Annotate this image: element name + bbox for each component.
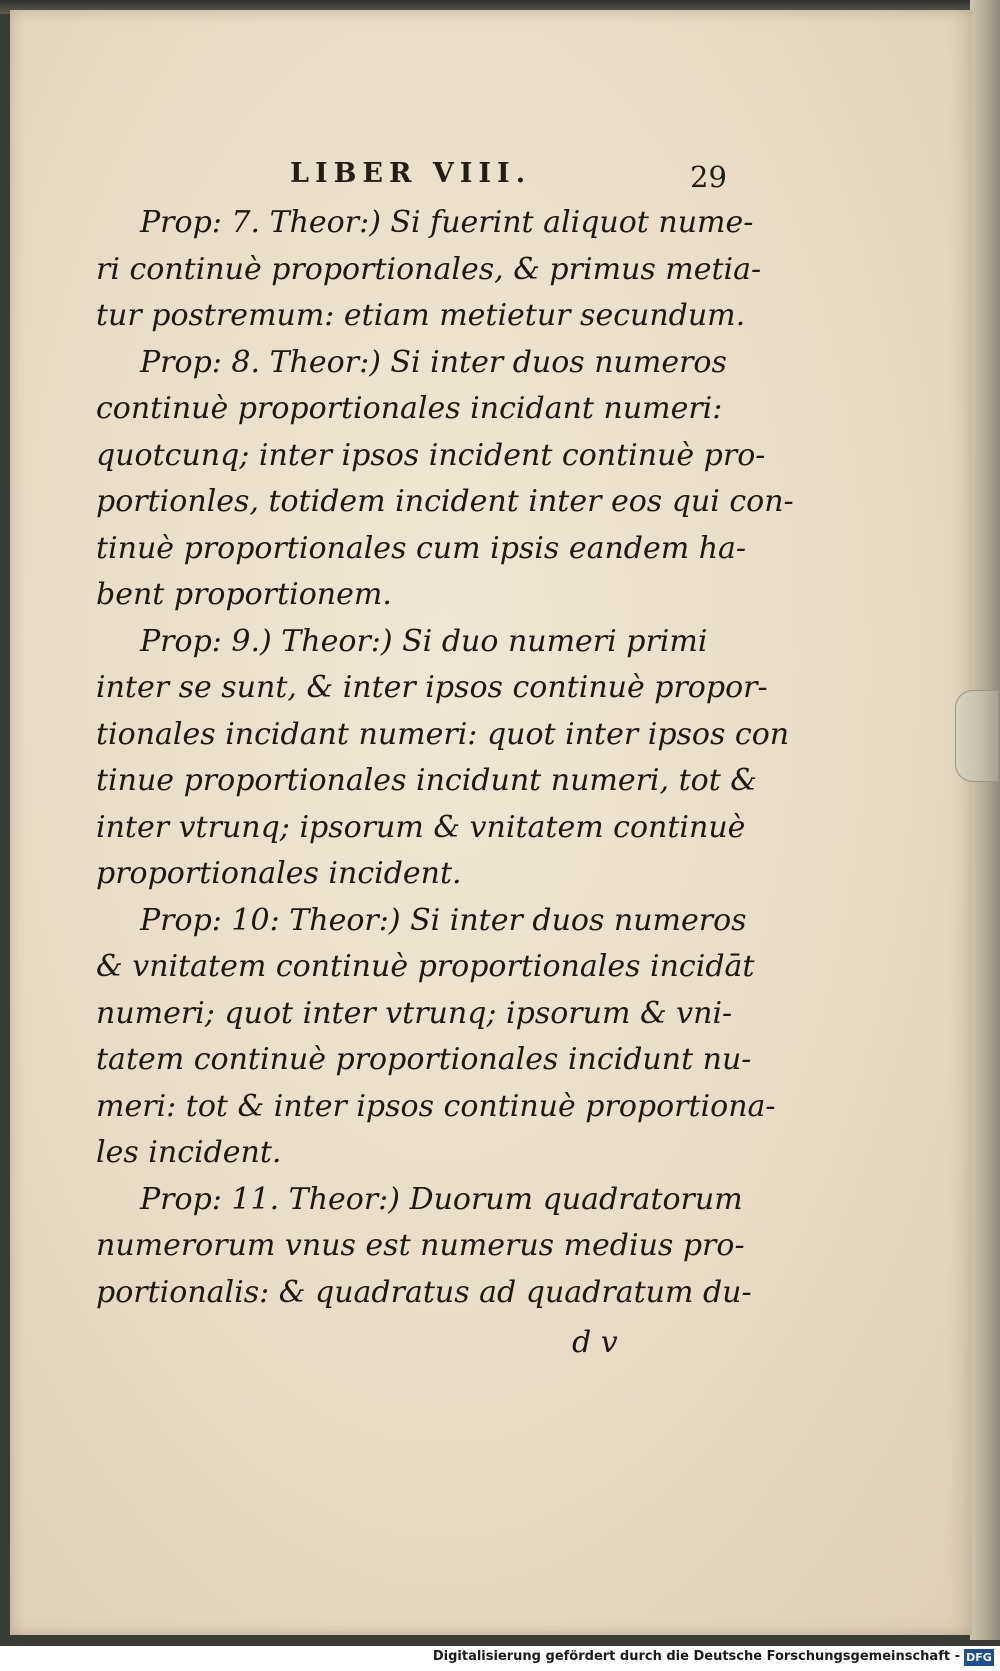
text-line: Prop: 10: Theor:) Si inter duos numeros (140, 902, 747, 938)
text-line: tur postremum: etiam metietur secundum. (96, 298, 746, 333)
text-line: Prop: 8. Theor:) Si inter duos numeros (140, 344, 727, 380)
text-line: proportionales incident. (96, 856, 462, 891)
dfg-logo-icon: DFG (964, 1649, 994, 1666)
text-line: inter se sunt, & inter ipsos continuè propor- (96, 670, 768, 705)
text-line: meri: tot & inter ipsos continuè proportiona- (96, 1088, 776, 1124)
text-line: numerorum vnus est numerus medius pro- (96, 1228, 745, 1263)
text-line: tionales incidant numeri: quot inter ipsos con (96, 716, 790, 752)
text-line: & vnitatem continuè proportionales incidāt (96, 949, 755, 984)
text-line: Prop: 7. Theor:) Si fuerint aliquot nume- (140, 205, 754, 240)
book-clasp (955, 690, 999, 782)
text-line: portionalis: & quadratus ad quadratum du- (96, 1274, 752, 1310)
text-line: tinuè proportionales cum ipsis eandem ha- (96, 530, 747, 566)
text-line: ri continuè proportionales, & primus metia- (96, 251, 762, 287)
catchword: d v (572, 1325, 618, 1360)
page-number: 29 (690, 160, 727, 194)
funding-credit: Digitalisierung gefördert durch die Deutsche Forschungsgemeinschaft - (432, 1649, 960, 1664)
running-head: LIBER VIII. (290, 158, 532, 189)
text-line: tinue proportionales incidunt numeri, tot & (96, 763, 758, 798)
text-line: les incident. (96, 1135, 282, 1170)
text-line: quotcunq; inter ipsos incident continuè pro- (96, 437, 766, 473)
text-block (96, 200, 796, 1316)
book-page (10, 10, 972, 1635)
book-edge (970, 0, 1000, 1640)
text-line: Prop: 11. Theor:) Duorum quadratorum (140, 1181, 743, 1217)
text-line: portionles, totidem incident inter eos qui con- (96, 484, 794, 519)
text-line: numeri; quot inter vtrunq; ipsorum & vni- (96, 995, 733, 1031)
text-line: Prop: 9.) Theor:) Si duo numeri primi (140, 623, 708, 659)
text-line: continuè proportionales incidant numeri: (96, 391, 723, 426)
text-line: bent proportionem. (96, 577, 392, 612)
text-line: inter vtrunq; ipsorum & vnitatem continuè (96, 809, 746, 845)
text-line: tatem continuè proportionales incidunt nu- (96, 1042, 752, 1077)
footer-bar (0, 1646, 1000, 1671)
